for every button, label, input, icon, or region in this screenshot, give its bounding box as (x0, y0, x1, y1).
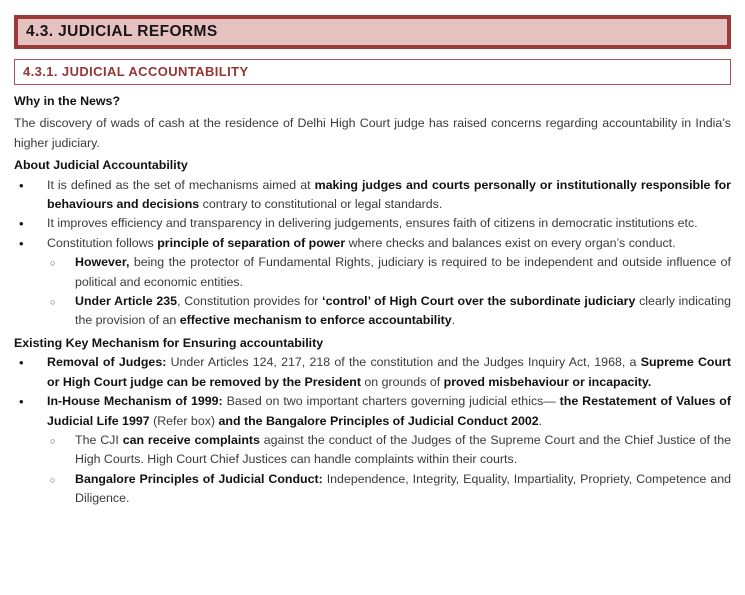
text-run: , Constitution provides for (177, 294, 323, 309)
text-run: ‘control’ of High Court over the subordinate judiciary (322, 294, 636, 309)
circle-marker-icon: ○ (50, 474, 56, 485)
sub-bullet-item (14, 253, 731, 292)
text-run: Based on two important charters governing judicial ethics— (222, 394, 560, 409)
bullet-marker-icon: • (19, 355, 24, 371)
text-run: where checks and balances exist on every organ’s conduct. (345, 235, 676, 250)
content (14, 92, 731, 509)
circle-marker-icon: ○ (50, 258, 56, 269)
text-run: principle of separation of power (157, 235, 346, 250)
text-run: (Refer box) (149, 413, 219, 428)
text-run: Under Article 235 (75, 294, 178, 309)
text-run: on grounds of (360, 374, 444, 389)
text-run: The discovery of wads of cash at the residence of Delhi High Court judge has raised concerns regarding accountability in India’s higher judiciary. (14, 116, 731, 150)
subsection-header: 4.3.1. JUDICIAL ACCOUNTABILITY (14, 59, 731, 85)
text-run: . (451, 313, 456, 328)
sub-bullet-item (14, 431, 731, 470)
text-run: effective mechanism to enforce accountability (179, 313, 452, 328)
section-heading (14, 334, 731, 353)
bullet-marker-icon: • (19, 235, 24, 251)
text-run: Supreme Court or High Court judge can be removed by the President (47, 355, 731, 389)
text-run: Removal of Judges: (47, 355, 167, 370)
bullet-marker-icon: • (19, 177, 24, 193)
text-run: against the conduct of the Judges of the Supreme Court and the Chief Justice of the High Courts. High Court Chief Justices can handle complaints within their courts. (75, 432, 731, 467)
text-run: In-House Mechanism of 1999: (47, 394, 223, 409)
section-header: 4.3. JUDICIAL REFORMS (14, 15, 731, 49)
document-page (0, 15, 745, 509)
bullet-item (14, 214, 731, 233)
text-run: Constitution follows (47, 235, 158, 250)
bullet-item (14, 176, 731, 215)
text-run: and the Bangalore Principles of Judicial Conduct 2002 (218, 413, 539, 428)
text-run: About Judicial Accountability (14, 158, 188, 173)
circle-marker-icon: ○ (50, 297, 56, 308)
text-run: can receive complaints (122, 432, 260, 447)
text-run: The CJI (75, 432, 123, 447)
section-heading (14, 92, 731, 111)
bullet-item (14, 353, 731, 392)
bullet-item (14, 234, 731, 253)
bullet-marker-icon: • (19, 216, 24, 232)
sub-bullet-item (14, 292, 731, 331)
text-run: making judges and courts personally or institutionally responsible for behaviours and decisions (47, 177, 731, 212)
bullet-marker-icon: • (19, 394, 24, 410)
text-run: . (538, 413, 543, 428)
text-run: Independence, Integrity, Equality, Impartiality, Propriety, Competence and Diligence. (75, 471, 731, 506)
text-run: Existing Key Mechanism for Ensuring accountability (14, 335, 324, 350)
section-heading (14, 156, 731, 175)
text-run: the Restatement of Values of Judicial Life 1997 (47, 394, 731, 428)
text-run: Under Articles 124, 217, 218 of the constitution and the Judges Inquiry Act, 1968, a (166, 355, 641, 370)
text-run: Bangalore Principles of Judicial Conduct: (75, 471, 323, 486)
text-run: Why in the News? (14, 94, 121, 108)
bullet-item (14, 392, 731, 431)
circle-marker-icon: ○ (50, 435, 56, 446)
text-run: It improves efficiency and transparency in delivering judgements, ensures faith of citizens in democratic institutions etc. (47, 216, 698, 231)
text-run: clearly indicating the provision of an (75, 294, 731, 328)
paragraph (14, 114, 731, 153)
text-run: However, (75, 255, 130, 270)
sub-bullet-item (14, 470, 731, 509)
text-run: being the protector of Fundamental Rights, judiciary is required to be independent and outside influence of political and economic entities. (75, 255, 731, 289)
text-run: contrary to constitutional or legal standards. (199, 197, 443, 212)
text-run: proved misbehaviour or incapacity. (443, 374, 652, 389)
text-run: It is defined as the set of mechanisms aimed at (47, 177, 315, 192)
